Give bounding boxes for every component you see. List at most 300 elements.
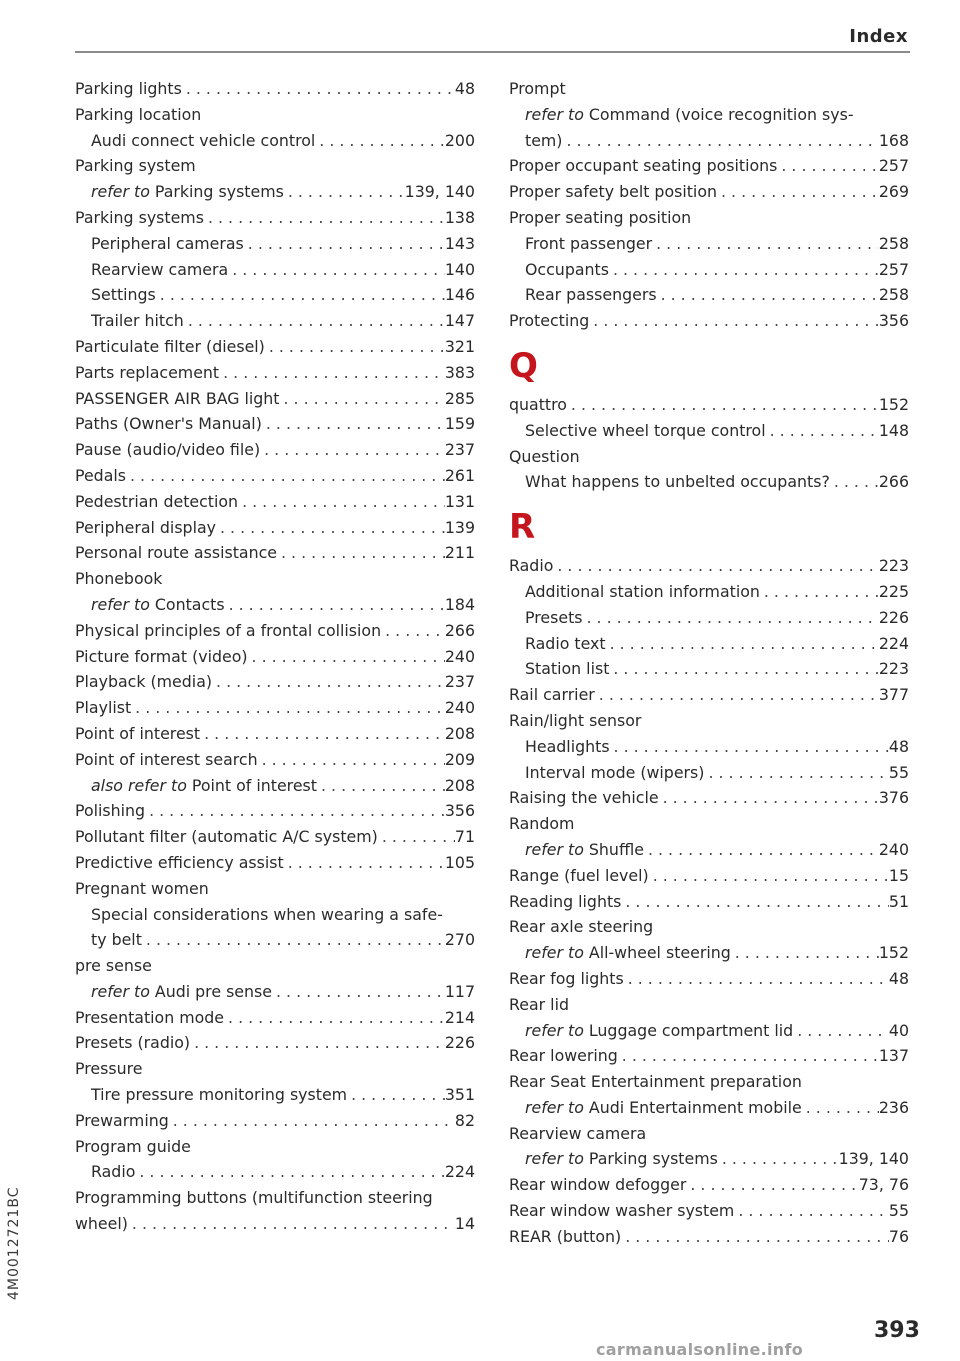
entry-page-ref: 73, 76 xyxy=(858,1175,909,1195)
entry-page-ref: 140 xyxy=(444,259,475,279)
entry-text: Parking lights xyxy=(75,79,182,98)
cross-reference: refer to xyxy=(525,1097,584,1117)
index-entry xyxy=(509,656,909,682)
leader-dots xyxy=(248,644,445,670)
entry-label xyxy=(75,153,196,179)
index-entry xyxy=(509,1043,909,1069)
entry-text: Presentation mode xyxy=(75,1007,225,1027)
cross-reference: refer to xyxy=(91,594,150,614)
index-entry xyxy=(509,863,909,889)
entry-label xyxy=(75,669,212,695)
entry-label xyxy=(525,282,657,308)
index-entry xyxy=(75,231,475,257)
index-entry xyxy=(75,592,475,618)
entry-text: Selective wheel torque control xyxy=(525,420,766,440)
entry-text: Physical principles of a frontal collision xyxy=(75,620,382,640)
leader-dots xyxy=(621,889,889,915)
entry-page-ref: 237 xyxy=(444,672,475,692)
entry-label xyxy=(525,231,652,257)
entry-label xyxy=(91,927,142,953)
leader-dots xyxy=(216,515,445,541)
index-entry xyxy=(509,1224,909,1250)
entry-text: Command (voice recognition sys- xyxy=(583,104,854,124)
index-entry xyxy=(509,889,909,915)
index-entry xyxy=(509,914,909,940)
index-entry xyxy=(75,128,475,154)
entry-text: Tire pressure monitoring system xyxy=(91,1085,348,1105)
entry-text: Audi Entertainment mobile xyxy=(583,1097,802,1117)
index-entry xyxy=(509,1146,909,1172)
entry-label xyxy=(75,386,280,412)
entry-text: Proper seating position xyxy=(509,207,692,227)
entry-page-ref: 214 xyxy=(444,1007,475,1027)
section-letter-r: R xyxy=(509,507,536,548)
entry-label xyxy=(525,605,583,631)
entry-text: Pollutant filter (automatic A/C system) xyxy=(75,827,378,847)
leader-dots xyxy=(142,927,445,953)
entry-text: Radio xyxy=(509,556,554,576)
entry-page-ref: 139 xyxy=(444,517,475,537)
index-entry xyxy=(509,153,909,179)
entry-text: Parking systems xyxy=(149,182,284,202)
leader-dots xyxy=(606,631,879,657)
entry-label xyxy=(509,153,777,179)
entry-label xyxy=(91,179,284,205)
entry-label xyxy=(525,760,704,786)
entry-label xyxy=(91,231,244,257)
cross-reference: refer to xyxy=(525,943,584,963)
cross-reference: refer to xyxy=(525,1020,584,1040)
entry-label xyxy=(509,682,595,708)
entry-label xyxy=(91,773,317,799)
index-entry xyxy=(509,469,909,495)
entry-label xyxy=(509,889,621,915)
entry-page-ref: 209 xyxy=(444,749,475,769)
entry-page-ref: 48 xyxy=(888,736,909,756)
leader-dots xyxy=(717,179,879,205)
entry-text: pre sense xyxy=(75,956,152,976)
entry-label xyxy=(75,721,200,747)
cross-reference: refer to xyxy=(525,1149,584,1169)
entry-text: Point of interest search xyxy=(75,749,258,769)
entry-label xyxy=(75,1030,190,1056)
entry-text: Rear lid xyxy=(509,994,569,1014)
leader-dots xyxy=(589,308,879,334)
index-entry xyxy=(75,695,475,721)
index-entry xyxy=(75,1030,475,1056)
entry-page-ref: 351 xyxy=(444,1085,475,1105)
entry-text: Parking location xyxy=(75,104,202,124)
entry-label xyxy=(509,1198,734,1224)
index-entry xyxy=(509,1018,909,1044)
leader-dots xyxy=(258,747,445,773)
entry-label xyxy=(525,128,562,154)
leader-dots xyxy=(609,656,878,682)
entry-text: Random xyxy=(509,814,575,834)
entry-text: Special considerations when wearing a safe- xyxy=(91,904,443,924)
entry-text: Pedals xyxy=(75,465,127,485)
entry-label xyxy=(525,102,854,128)
leader-dots xyxy=(618,1043,879,1069)
index-entry xyxy=(75,618,475,644)
entry-label xyxy=(509,179,717,205)
entry-label xyxy=(91,128,315,154)
entry-label xyxy=(75,463,126,489)
index-entry xyxy=(75,334,475,360)
index-entry xyxy=(75,876,475,902)
entry-text: Rearview camera xyxy=(509,1123,647,1143)
entry-page-ref: 159 xyxy=(444,414,475,434)
leader-dots xyxy=(793,1018,889,1044)
entry-page-ref: 48 xyxy=(888,968,909,988)
index-entry xyxy=(75,1108,475,1134)
entry-text: Rear window defogger xyxy=(509,1175,687,1195)
entry-text: All-wheel steering xyxy=(583,943,731,963)
leader-dots xyxy=(190,1030,445,1056)
entry-text: Personal route assistance xyxy=(75,543,277,563)
index-entry xyxy=(509,231,909,257)
entry-label xyxy=(91,282,156,308)
index-entry xyxy=(75,308,475,334)
entry-text: Proper safety belt position xyxy=(509,182,717,202)
entry-text: What happens to unbelted occupants? xyxy=(525,472,830,492)
header-divider xyxy=(75,51,910,53)
entry-label xyxy=(75,205,204,231)
entry-page-ref: 226 xyxy=(878,607,909,627)
leader-dots xyxy=(830,469,879,495)
entry-text: Additional station information xyxy=(525,581,760,601)
entry-text: Point of interest xyxy=(186,775,317,795)
leader-dots xyxy=(126,463,445,489)
index-entry xyxy=(75,824,475,850)
leader-dots xyxy=(609,257,879,283)
cross-reference: also refer to xyxy=(91,775,187,795)
entry-text: Protecting xyxy=(509,311,590,331)
entry-page-ref: 240 xyxy=(878,839,909,859)
entry-text: Parking system xyxy=(75,156,196,176)
index-entry xyxy=(509,579,909,605)
entry-label xyxy=(75,540,277,566)
entry-label xyxy=(75,489,238,515)
entry-label xyxy=(509,444,580,470)
entry-label xyxy=(75,618,381,644)
index-entry xyxy=(509,811,909,837)
leader-dots xyxy=(644,837,879,863)
leader-dots xyxy=(567,392,879,418)
entry-label xyxy=(509,966,624,992)
entry-text: Rail carrier xyxy=(509,685,595,705)
entry-text: Programming buttons (multifunction steering xyxy=(75,1188,433,1208)
entry-text: Audi pre sense xyxy=(149,981,272,1001)
entry-text: Trailer hitch xyxy=(91,311,184,331)
leader-dots xyxy=(284,179,405,205)
entry-page-ref: 257 xyxy=(878,156,909,176)
entry-label xyxy=(75,1005,224,1031)
entry-label xyxy=(509,992,569,1018)
entry-text: Point of interest xyxy=(75,723,201,743)
leader-dots xyxy=(272,979,445,1005)
entry-page-ref: 376 xyxy=(878,788,909,808)
entry-page-ref: 240 xyxy=(444,646,475,666)
entry-label xyxy=(75,566,162,592)
index-entry xyxy=(509,308,909,334)
entry-page-ref: 48 xyxy=(454,79,475,98)
entry-page-ref: 55 xyxy=(888,1201,909,1221)
entry-text: Presets (radio) xyxy=(75,1033,191,1053)
entry-text: PASSENGER AIR BAG light xyxy=(75,388,280,408)
entry-label xyxy=(509,1069,802,1095)
index-entry xyxy=(75,1159,475,1185)
entry-page-ref: 224 xyxy=(444,1162,475,1182)
index-entry xyxy=(509,257,909,283)
section-letter-q: Q xyxy=(509,345,538,386)
leader-dots xyxy=(766,418,879,444)
index-entry xyxy=(509,734,909,760)
index-column-right xyxy=(509,76,909,1250)
entry-page-ref: 208 xyxy=(444,775,475,795)
index-entry xyxy=(509,1121,909,1147)
leader-dots xyxy=(649,863,889,889)
entry-text: Rear fog lights xyxy=(509,968,624,988)
entry-text: Audi connect vehicle control xyxy=(91,130,316,150)
entry-page-ref: 208 xyxy=(444,723,475,743)
leader-dots xyxy=(169,1108,455,1134)
leader-dots xyxy=(145,798,445,824)
entry-label xyxy=(525,940,731,966)
entry-page-ref: 40 xyxy=(888,1020,909,1040)
entry-label xyxy=(525,837,644,863)
leader-dots xyxy=(317,773,445,799)
index-entry xyxy=(509,1198,909,1224)
entry-label xyxy=(91,1159,135,1185)
index-entry xyxy=(75,1056,475,1082)
index-entry xyxy=(509,179,909,205)
index-entry xyxy=(75,463,475,489)
entry-page-ref: 226 xyxy=(444,1033,475,1053)
entry-page-ref: 71 xyxy=(454,827,475,847)
entry-page-ref: 285 xyxy=(444,388,475,408)
leader-dots xyxy=(128,1211,455,1237)
entry-page-ref: 224 xyxy=(878,633,909,653)
entry-label xyxy=(525,257,609,283)
leader-dots xyxy=(219,360,445,386)
leader-dots xyxy=(553,553,878,579)
leader-dots xyxy=(224,1005,445,1031)
entry-text: Parts replacement xyxy=(75,362,220,382)
entry-label xyxy=(75,515,216,541)
entry-label xyxy=(509,785,659,811)
entry-page-ref: 258 xyxy=(878,285,909,305)
leader-dots xyxy=(284,850,445,876)
leader-dots xyxy=(802,1095,879,1121)
entry-label xyxy=(509,863,649,889)
leader-dots xyxy=(200,721,445,747)
entry-text: Headlights xyxy=(525,736,610,756)
entry-label xyxy=(91,902,443,928)
entry-label xyxy=(509,553,553,579)
entry-label xyxy=(509,1224,621,1250)
index-entry xyxy=(75,644,475,670)
entry-text: Polishing xyxy=(75,801,146,821)
entry-text: Rear axle steering xyxy=(509,917,654,937)
entry-label xyxy=(91,257,228,283)
leader-dots xyxy=(204,205,445,231)
index-entry xyxy=(509,992,909,1018)
index-entry xyxy=(75,282,475,308)
entry-label xyxy=(525,469,830,495)
entry-page-ref: 143 xyxy=(444,233,475,253)
leader-dots xyxy=(652,231,879,257)
entry-label xyxy=(75,695,131,721)
entry-label xyxy=(75,360,219,386)
leader-dots xyxy=(657,282,879,308)
index-entry xyxy=(509,785,909,811)
entry-page-ref: 152 xyxy=(878,394,909,414)
leader-dots xyxy=(260,437,445,463)
entry-label xyxy=(75,953,152,979)
leader-dots xyxy=(347,1082,445,1108)
entry-label xyxy=(525,734,610,760)
entry-text: Reading lights xyxy=(509,891,622,911)
index-entry xyxy=(75,850,475,876)
entry-label xyxy=(525,656,609,682)
entry-page-ref: 76 xyxy=(888,1226,909,1246)
entry-text: Peripheral display xyxy=(75,517,216,537)
entry-text: Question xyxy=(509,446,580,466)
entry-text: Rain/light sensor xyxy=(509,710,642,730)
entry-text: Proper occupant seating positions xyxy=(509,156,778,176)
index-entry xyxy=(509,392,909,418)
index-entry xyxy=(75,1134,475,1160)
entry-text: Settings xyxy=(91,285,156,305)
entry-label xyxy=(525,579,760,605)
entry-page-ref: 356 xyxy=(878,311,909,331)
entry-page-ref: 261 xyxy=(444,465,475,485)
leader-dots xyxy=(583,605,879,631)
entry-page-ref: 356 xyxy=(444,801,475,821)
index-entry xyxy=(75,669,475,695)
entry-label xyxy=(525,1146,718,1172)
entry-text: Predictive efficiency assist xyxy=(75,852,284,872)
entry-text: Parking systems xyxy=(583,1149,718,1169)
entry-label xyxy=(75,1056,142,1082)
entry-text: Front passenger xyxy=(525,233,653,253)
entry-text: Rear lowering xyxy=(509,1046,618,1066)
leader-dots xyxy=(280,386,445,412)
entry-text: Prewarming xyxy=(75,1110,169,1130)
entry-text: Parking systems xyxy=(75,207,204,227)
entry-text: Pause (audio/video file) xyxy=(75,440,261,460)
entry-label xyxy=(525,1018,793,1044)
entry-text: Raising the vehicle xyxy=(509,788,659,808)
cross-reference: refer to xyxy=(91,981,150,1001)
entry-label xyxy=(509,1121,646,1147)
index-entry xyxy=(509,760,909,786)
entry-label xyxy=(509,708,641,734)
leader-dots xyxy=(228,257,445,283)
entry-label xyxy=(91,1082,347,1108)
entry-text: Picture format (video) xyxy=(75,646,248,666)
entry-text: Rear Seat Entertainment preparation xyxy=(509,1072,802,1092)
entry-page-ref: 257 xyxy=(878,259,909,279)
index-entry xyxy=(75,179,475,205)
leader-dots xyxy=(718,1146,839,1172)
index-entry xyxy=(75,489,475,515)
index-entry xyxy=(75,927,475,953)
index-entry xyxy=(509,1095,909,1121)
entry-page-ref: 200 xyxy=(444,130,475,150)
entry-text: Range (fuel level) xyxy=(509,865,649,885)
entry-label xyxy=(525,418,766,444)
entry-page-ref: 105 xyxy=(444,852,475,872)
entry-label xyxy=(509,1043,618,1069)
entry-label xyxy=(91,592,225,618)
index-entry xyxy=(75,360,475,386)
leader-dots xyxy=(659,785,879,811)
entry-text: Pedestrian detection xyxy=(75,491,239,511)
entry-page-ref: 152 xyxy=(878,943,909,963)
index-entry xyxy=(75,773,475,799)
index-entry xyxy=(509,76,909,102)
entry-label xyxy=(75,1185,433,1211)
index-entry xyxy=(509,940,909,966)
entry-page-ref: 211 xyxy=(444,543,475,563)
index-entry xyxy=(75,953,475,979)
index-entry xyxy=(75,437,475,463)
leader-dots xyxy=(182,76,455,102)
entry-text: Rearview camera xyxy=(91,259,229,279)
entry-text: Program guide xyxy=(75,1136,191,1156)
entry-text: Phonebook xyxy=(75,569,163,589)
leader-dots xyxy=(624,966,889,992)
entry-text: quattro xyxy=(509,394,567,414)
index-entry xyxy=(509,1172,909,1198)
entry-page-ref: 223 xyxy=(878,556,909,576)
index-entry xyxy=(75,798,475,824)
entry-page-ref: 258 xyxy=(878,233,909,253)
entry-text: Pressure xyxy=(75,1059,143,1079)
entry-page-ref: 225 xyxy=(878,581,909,601)
entry-page-ref: 269 xyxy=(878,182,909,202)
entry-text: Playlist xyxy=(75,698,132,718)
entry-page-ref: 223 xyxy=(878,659,909,679)
entry-page-ref: 138 xyxy=(444,207,475,227)
cross-reference: refer to xyxy=(525,839,584,859)
page-number: 393 xyxy=(874,1318,920,1343)
leader-dots xyxy=(277,540,445,566)
leader-dots xyxy=(212,669,445,695)
leader-dots xyxy=(777,153,878,179)
entry-label xyxy=(509,811,574,837)
leader-dots xyxy=(610,734,889,760)
entry-page-ref: 321 xyxy=(444,336,475,356)
entry-text: Paths (Owner's Manual) xyxy=(75,414,262,434)
entry-page-ref: 139, 140 xyxy=(404,182,475,202)
entry-page-ref: 266 xyxy=(444,620,475,640)
entry-text: tem) xyxy=(525,130,563,150)
watermark-text: carmanualsonline.info xyxy=(596,1340,804,1359)
index-entry xyxy=(75,102,475,128)
entry-page-ref: 51 xyxy=(888,891,909,911)
index-entry xyxy=(75,540,475,566)
index-entry xyxy=(509,682,909,708)
entry-label xyxy=(75,1108,169,1134)
entry-page-ref: 117 xyxy=(444,981,475,1001)
leader-dots xyxy=(135,1159,444,1185)
entry-text: Station list xyxy=(525,659,610,679)
entry-text: Luggage compartment lid xyxy=(583,1020,794,1040)
entry-text: REAR (button) xyxy=(509,1226,622,1246)
